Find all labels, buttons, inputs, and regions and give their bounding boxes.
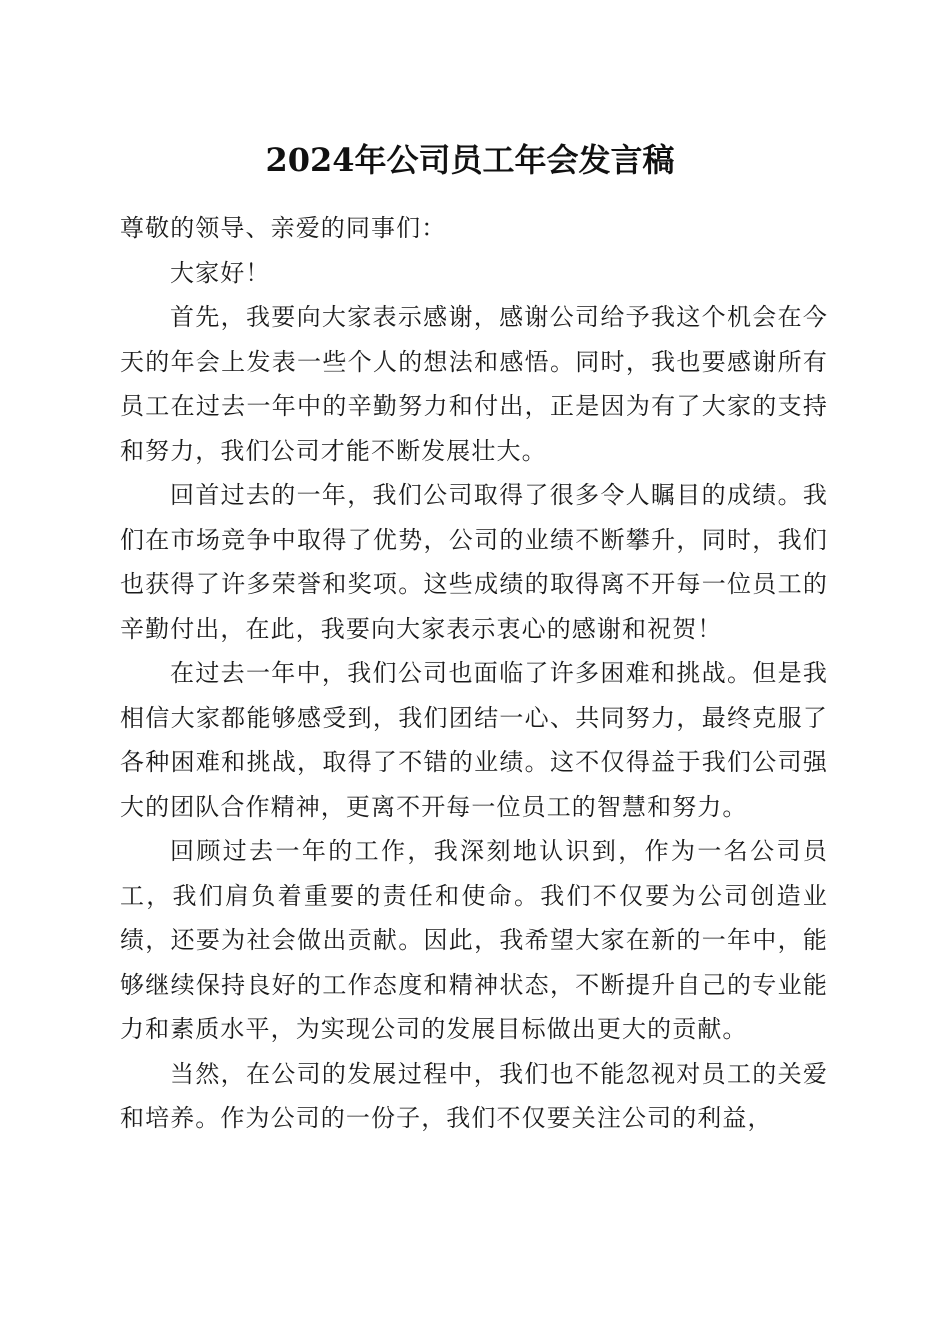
paragraph-5: 当然，在公司的发展过程中，我们也不能忽视对员工的关爱和培养。作为公司的一份子，我们不仅要关注公司的利益， (120, 1059, 828, 1132)
paragraph-2: 回首过去的一年，我们公司取得了很多令人瞩目的成绩。我们在市场竞争中取得了优势，公司的业绩不断攀升，同时，我们也获得了许多荣誉和奖项。这些成绩的取得离不开每一位员工的辛勤付出，在此，我要向大家表示衷心的感谢和祝贺！ (120, 481, 828, 643)
salutation: 尊敬的领导、亲爱的同事们： (120, 214, 447, 242)
paragraph-3: 在过去一年中，我们公司也面临了许多困难和挑战。但是我相信大家都能够感受到，我们团结一心、共同努力，最终克服了各种困难和挑战，取得了不错的业绩。这不仅得益于我们公司强大的团队合作精神，更离不开每一位员工的智慧和努力。 (120, 659, 828, 821)
paragraph-4: 回顾过去一年的工作，我深刻地认识到，作为一名公司员工，我们肩负着重要的责任和使命。我们不仅要为公司创造业绩，还要为社会做出贡献。因此，我希望大家在新的一年中，能够继续保持良好的工作态度和精神状态，不断提升自己的专业能力和素质水平，为实现公司的发展目标做出更大的贡献。 (120, 837, 828, 1043)
greeting: 大家好！ (170, 258, 271, 287)
paragraph-1: 首先，我要向大家表示感谢，感谢公司给予我这个机会在今天的年会上发表一些个人的想法和感悟。同时，我也要感谢所有员工在过去一年中的辛勤努力和付出，正是因为有了大家的支持和努力，我们公司才能不断发展壮大。 (120, 303, 828, 465)
document-body (120, 206, 828, 1141)
document-title: 2024年公司员工年会发言稿 (265, 141, 675, 179)
